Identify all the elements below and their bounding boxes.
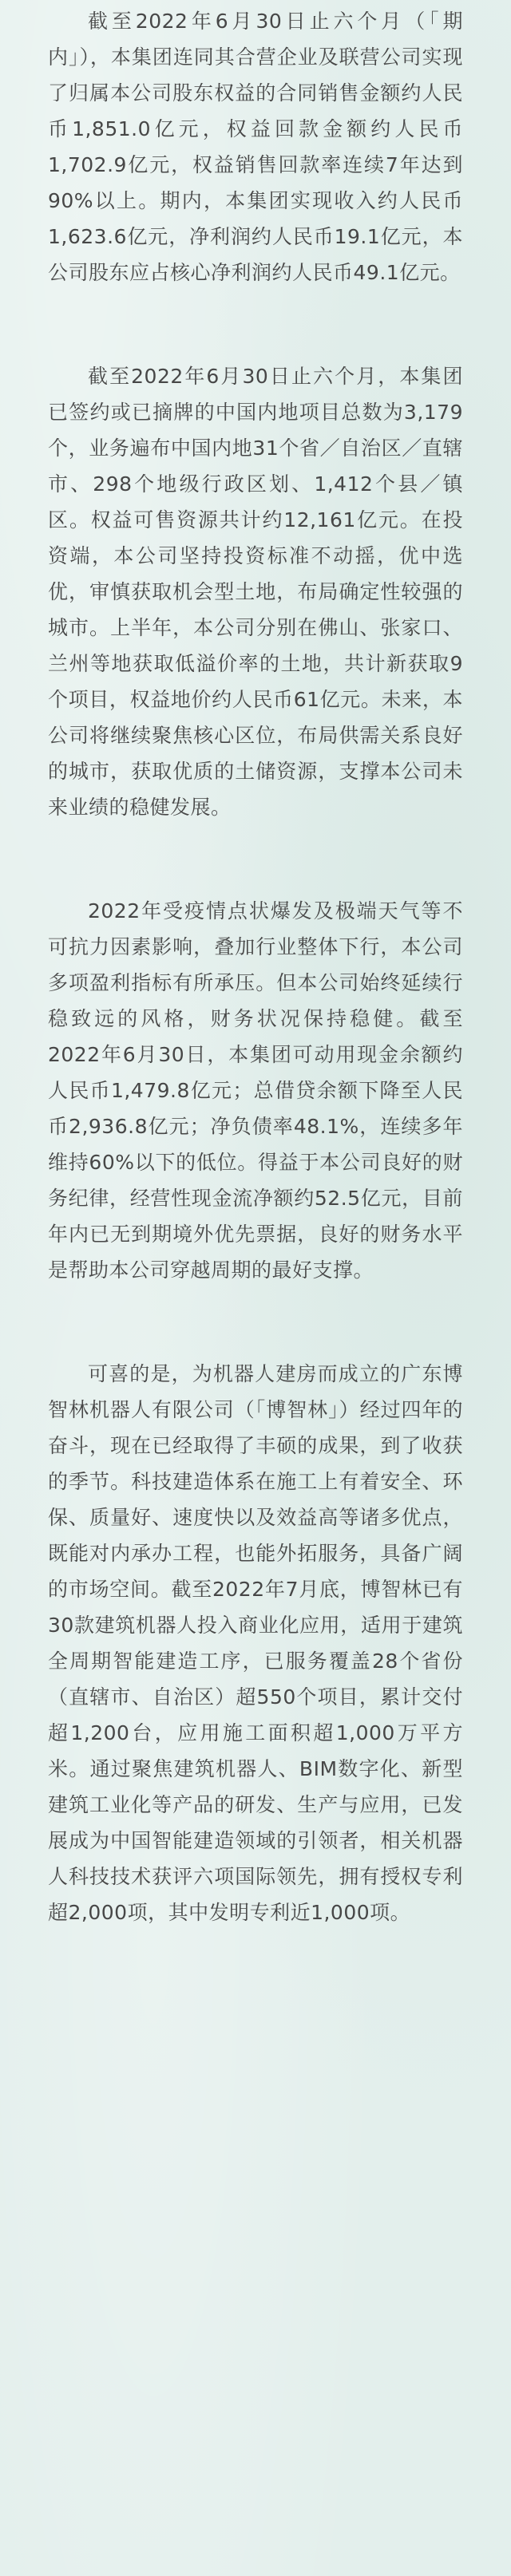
paragraph-bright-dream-robotics: 可喜的是，为机器人建房而成立的广东博智林机器人有限公司（「博智林」）经过四年的奋斗，现在已经取得了丰硕的成果，到了收获的季节。科技建造体系在施工上有着安全、环保、质量好、速度快以及效益高等诸多优点，既能对内承办工程，也能外拓服务，具备广阔的市场空间。截至2022年7月底，博智林已有30款建筑机器人投入商业化应用，适用于建筑全周期智能建造工序，已服务覆盖28个省份（直辖市、自治区）超550个项目，累计交付超1,200台，应用施工面积超1,000万平方米。通过聚焦建筑机器人、BIM数字化、新型建筑工业化等产品的研发、生产与应用，已发展成为中国智能建造领域的引领者，相关机器人科技技术获评六项国际领先，拥有授权专利超2,000项，其中发明专利近1,000项。 [48, 1362, 463, 1924]
paragraph-sales-summary: 截至2022年6月30日止六个月（「期内」），本集团连同其合营企业及联营公司实现了归属本公司股东权益的合同销售金额约人民币1,851.0亿元，权益回款金额约人民币1,702.9亿元，权益销售回款率连续7年达到90%以上。期内，本集团实现收入约人民币1,623.6亿元，净利润约人民币19.1亿元，本公司股东应占核心净利润约人民币49.1亿元。 [48, 10, 463, 284]
paragraph-land-bank: 截至2022年6月30日止六个月，本集团已签约或已摘牌的中国内地项目总数为3,179个，业务遍布中国内地31个省／自治区／直辖市、298个地级行政区划、1,412个县／镇区。权益可售资源共计约12,161亿元。在投资端，本公司坚持投资标准不动摇，优中选优，审慎获取机会型土地，布局确定性较强的城市。上半年，本公司分别在佛山、张家口、兰州等地获取低溢价率的土地，共计新获取9个项目，权益地价约人民币61亿元。未来，本公司将继续聚焦核心区位，布局供需关系良好的城市，获取优质的土储资源，支撑本公司未来业绩的稳健发展。 [48, 365, 463, 819]
paragraph-financial-position: 2022年受疫情点状爆发及极端天气等不可抗力因素影响，叠加行业整体下行，本公司多项盈利指标有所承压。但本公司始终延续行稳致远的风格，财务状况保持稳健。截至2022年6月30日，本集团可动用现金余额约人民币1,479.8亿元；总借贷余额下降至人民币2,936.8亿元；净负债率48.1%，连续多年维持60%以下的低位。得益于本公司良好的财务纪律，经营性现金流净额约52.5亿元，目前年内已无到期境外优先票据，良好的财务水平是帮助本公司穿越周期的最好支撑。 [48, 899, 463, 1282]
